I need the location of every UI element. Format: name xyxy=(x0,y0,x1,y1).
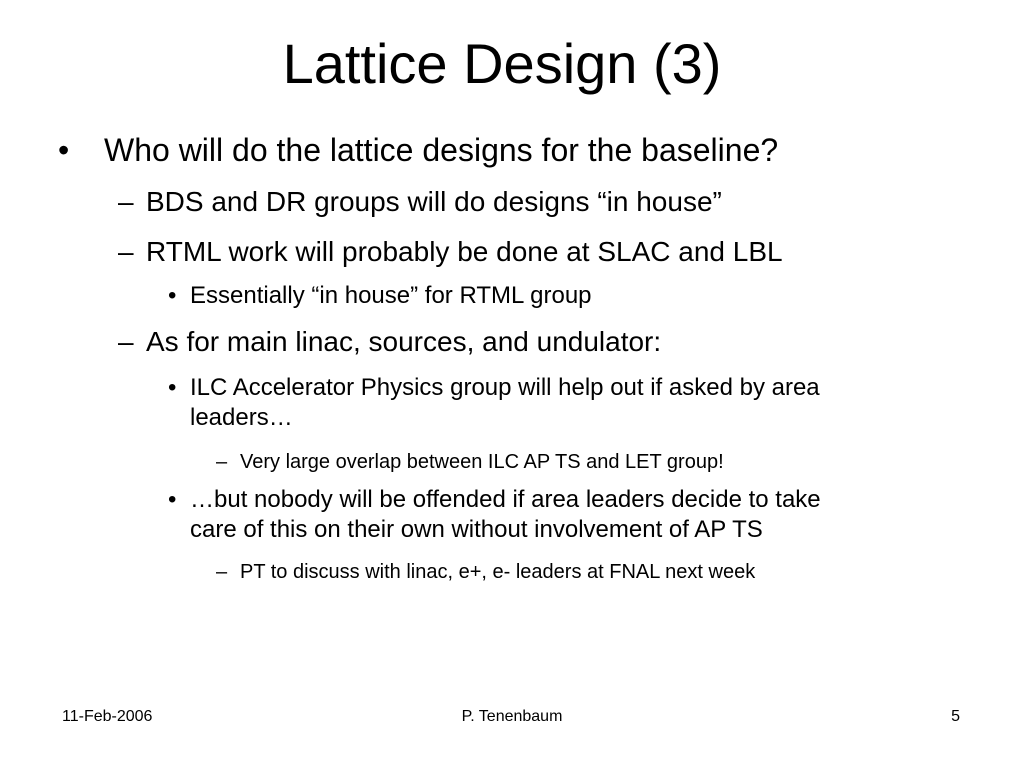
bullet-text: Who will do the lattice designs for the baseline? xyxy=(104,132,779,168)
dash-marker: – xyxy=(216,451,228,473)
bullet-text: As for main linac, sources, and undulator: xyxy=(146,326,662,357)
footer-author: P. Tenenbaum xyxy=(461,708,563,725)
bullet-text-line-2: leaders… xyxy=(190,404,293,431)
dash-marker: – xyxy=(118,236,134,267)
dash-marker: – xyxy=(216,561,228,583)
bullet-text: Very large overlap between ILC AP TS and LET group! xyxy=(240,451,724,473)
bullet-text: BDS and DR groups will do designs “in house” xyxy=(146,186,722,217)
bullet-text: PT to discuss with linac, e+, e- leaders at FNAL next week xyxy=(240,561,756,583)
footer-date: 11-Feb-2006 xyxy=(62,708,153,725)
bullet-text-line-1: …but nobody will be offended if area leaders decide to take xyxy=(190,486,821,513)
dash-marker: – xyxy=(118,186,134,217)
bullet-marker: • xyxy=(168,486,177,513)
bullet-marker: • xyxy=(168,282,177,309)
bullet-marker: • xyxy=(168,374,177,401)
bullet-text: RTML work will probably be done at SLAC and LBL xyxy=(146,236,783,267)
dash-marker: – xyxy=(118,326,134,357)
bullet-marker: • xyxy=(58,132,70,168)
bullet-text-line-1: ILC Accelerator Physics group will help out if asked by area xyxy=(190,374,820,401)
slide-title: Lattice Design (3) xyxy=(282,32,722,95)
bullet-text-line-2: care of this on their own without involvement of AP TS xyxy=(190,516,763,543)
bullet-text: Essentially “in house” for RTML group xyxy=(190,282,592,309)
page-number: 5 xyxy=(951,708,960,725)
